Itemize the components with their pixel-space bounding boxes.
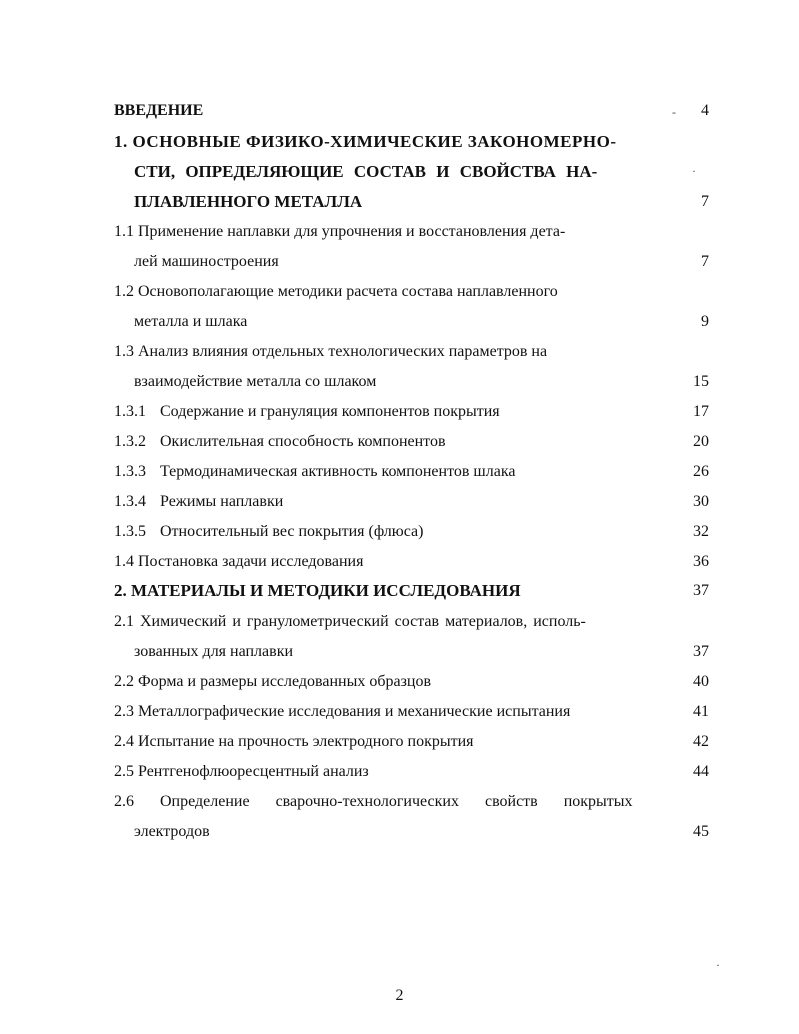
- toc-s2-6-page: 45: [693, 823, 709, 840]
- toc-s1-2-line2: металла и шлака: [134, 313, 248, 330]
- toc-s1-3-1-num: 1.3.1: [114, 403, 146, 420]
- toc-ch2-page: 37: [693, 582, 709, 599]
- toc-s1-3-3-title: Термодинамическая активность компонентов шлака: [160, 463, 516, 480]
- toc-s2-2-title: 2.2 Форма и размеры исследованных образцов: [114, 673, 432, 690]
- toc-s1-1-page: 7: [701, 253, 709, 270]
- toc-s2-6-line1: 2.6 Определение сварочно-технологических свойств покрытых: [114, 793, 633, 810]
- toc-s2-3-page: 41: [693, 703, 709, 720]
- toc-s1-3-2-title: Окислительная способность компонентов: [160, 433, 446, 450]
- toc-ch1-title-line2: СТИ, ОПРЕДЕЛЯЮЩИЕ СОСТАВ И СВОЙСТВА НА-: [134, 162, 598, 181]
- toc-s1-2-page: 9: [701, 313, 709, 330]
- toc-intro-title: ВВЕДЕНИЕ: [114, 102, 204, 119]
- toc-ch2-title: 2. МАТЕРИАЛЫ И МЕТОДИКИ ИССЛЕДОВАНИЯ: [114, 581, 521, 600]
- toc-s1-3-5-page: 32: [693, 523, 709, 540]
- toc-s2-5-page: 44: [693, 763, 709, 780]
- toc-ch1-page: 7: [701, 193, 709, 210]
- toc-ch1-title-line1: 1. ОСНОВНЫЕ ФИЗИКО-ХИМИЧЕСКИЕ ЗАКОНОМЕРНО-: [114, 132, 617, 151]
- toc-s1-4-title: 1.4 Постановка задачи исследования: [114, 553, 364, 570]
- toc-s1-3-4-page: 30: [693, 493, 709, 510]
- toc-s1-3-1-page: 17: [693, 403, 709, 420]
- toc-intro-page: 4: [701, 102, 709, 119]
- toc-s2-1-line1: 2.1 Химический и гранулометрический состав материалов, исполь-: [114, 613, 586, 630]
- toc-s2-4-title: 2.4 Испытание на прочность электродного покрытия: [114, 733, 474, 750]
- toc-s2-3-title: 2.3 Металлографические исследования и механические испытания: [114, 703, 571, 720]
- scan-speck: ·: [716, 958, 720, 972]
- toc-s1-1-line1: 1.1 Применение наплавки для упрочнения и восстановления дета-: [114, 223, 566, 240]
- toc-s1-3-4-title: Режимы наплавки: [160, 493, 284, 510]
- toc-s1-3-5-num: 1.3.5: [114, 523, 146, 540]
- toc-s1-3-2-num: 1.3.2: [114, 433, 146, 450]
- toc-s1-1-line2: лей машиностроения: [134, 253, 279, 270]
- toc-s1-3-page: 15: [693, 373, 709, 390]
- toc-s2-2-page: 40: [693, 673, 709, 690]
- toc-s1-3-4-num: 1.3.4: [114, 493, 146, 510]
- toc-s1-4-page: 36: [693, 553, 709, 570]
- toc-s1-3-3-page: 26: [693, 463, 709, 480]
- scan-speck: -: [672, 105, 676, 119]
- scan-speck: ·: [692, 164, 696, 178]
- page-number: 2: [395, 987, 404, 1004]
- toc-s1-3-5-title: Относительный вес покрытия (флюса): [160, 523, 424, 540]
- toc-s1-3-3-num: 1.3.3: [114, 463, 146, 480]
- toc-s1-2-line1: 1.2 Основополагающие методики расчета состава наплавленного: [114, 283, 558, 300]
- toc-s2-4-page: 42: [693, 733, 709, 750]
- toc-s2-6-line2: электродов: [134, 823, 210, 840]
- toc-s2-1-page: 37: [693, 643, 709, 660]
- toc-s2-1-line2: зованных для наплавки: [134, 643, 294, 660]
- toc-s1-3-1-title: Содержание и грануляция компонентов покрытия: [160, 403, 500, 420]
- toc-s2-5-title: 2.5 Рентгенофлюоресцентный анализ: [114, 763, 369, 780]
- toc-s1-3-line2: взаимодействие металла со шлаком: [134, 373, 377, 390]
- toc-s1-3-line1: 1.3 Анализ влияния отдельных технологических параметров на: [114, 343, 548, 360]
- toc-s1-3-2-page: 20: [693, 433, 709, 450]
- toc-ch1-title-line3: ПЛАВЛЕННОГО МЕТАЛЛА: [134, 192, 363, 211]
